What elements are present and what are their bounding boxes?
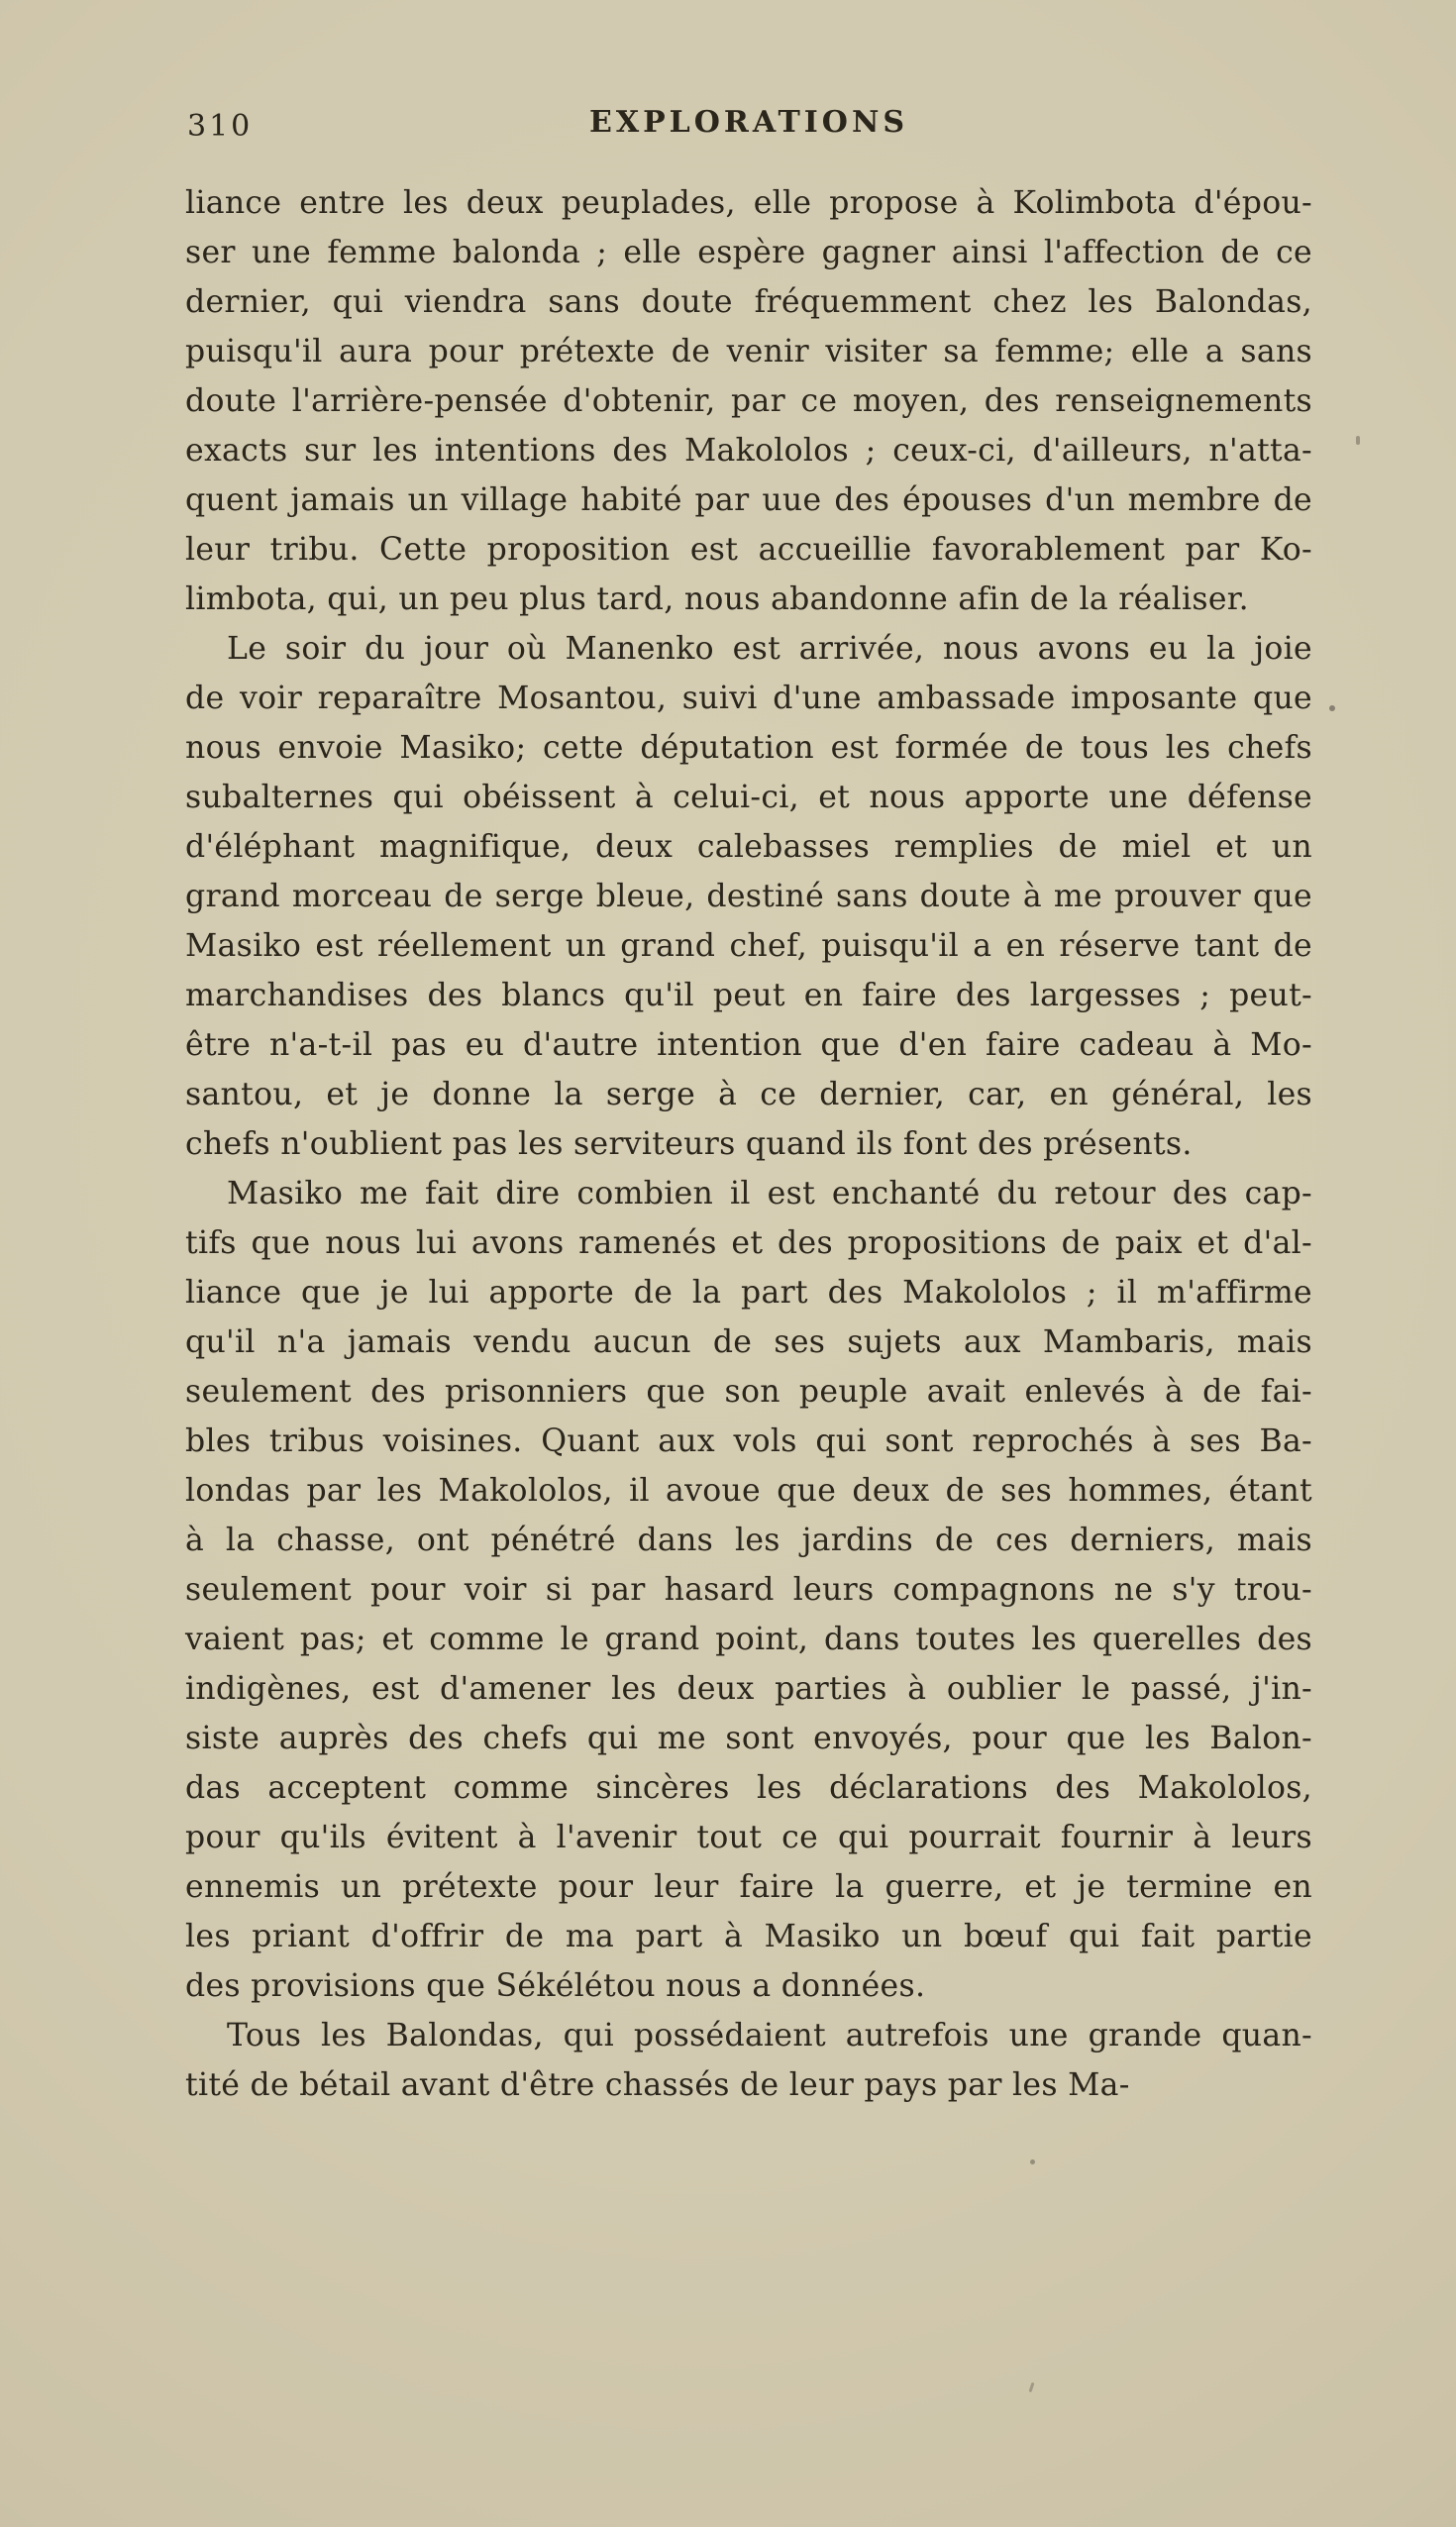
text-line: vaient pas; et comme le grand point, dans toutes les querelles des — [185, 1622, 1312, 1657]
text-line: ennemis un prétexte pour leur faire la guerre, et je termine en — [185, 1869, 1312, 1905]
text-line: liance entre les deux peuplades, elle propose à Kolimbota d'épou- — [185, 185, 1312, 221]
text-line: qu'il n'a jamais vendu aucun de ses sujets aux Mambaris, mais — [185, 1324, 1312, 1360]
text-line: santou, et je donne la serge à ce dernier, car, en général, les — [185, 1077, 1312, 1112]
text-line: nous envoie Masiko; cette députation est formée de tous les chefs — [185, 730, 1312, 766]
text-line: seulement pour voir si par hasard leurs compagnons ne s'y trou- — [185, 1572, 1312, 1608]
text-line: doute l'arrière-pensée d'obtenir, par ce moyen, des renseignements — [185, 383, 1312, 419]
paragraph — [185, 2011, 1312, 2110]
text-line: Tous les Balondas, qui possédaient autrefois une grande quan- — [227, 2018, 1312, 2053]
text-line: Masiko me fait dire combien il est enchanté du retour des cap- — [227, 1176, 1312, 1211]
paragraph — [185, 624, 1312, 1169]
page-header — [185, 105, 1312, 151]
text-line: dernier, qui viendra sans doute fréquemment chez les Balondas, — [185, 284, 1312, 320]
text-line: d'éléphant magnifique, deux calebasses remplies de miel et un — [185, 829, 1312, 865]
text-line: des provisions que Sékélétou nous a données. — [185, 1968, 926, 2004]
text-line: marchandises des blancs qu'il peut en faire des largesses ; peut- — [185, 978, 1312, 1013]
paragraph — [185, 178, 1312, 624]
text-line: bles tribus voisines. Quant aux vols qui sont reprochés à ses Ba- — [185, 1423, 1312, 1459]
text-line: chefs n'oublient pas les serviteurs quand ils font des présents. — [185, 1126, 1193, 1162]
text-line: Masiko est réellement un grand chef, puisqu'il a en réserve tant de — [185, 928, 1312, 964]
text-line: siste auprès des chefs qui me sont envoyés, pour que les Balon- — [185, 1721, 1312, 1756]
text-line: limbota, qui, un peu plus tard, nous abandonne afin de la réaliser. — [185, 581, 1249, 617]
text-line: quent jamais un village habité par uue des épouses d'un membre de — [185, 482, 1312, 518]
scan-artifact — [1030, 2159, 1035, 2164]
text-line: puisqu'il aura pour prétexte de venir visiter sa femme; elle a sans — [185, 334, 1312, 369]
text-line: de voir reparaître Mosantou, suivi d'une ambassade imposante que — [185, 681, 1312, 716]
text-line: ser une femme balonda ; elle espère gagner ainsi l'affection de ce — [185, 235, 1312, 270]
text-line: seulement des prisonniers que son peuple avait enlevés à de fai- — [185, 1374, 1312, 1410]
text-line: liance que je lui apporte de la part des Makololos ; il m'affirme — [185, 1275, 1312, 1311]
text-line: indigènes, est d'amener les deux parties à oublier le passé, j'in- — [185, 1671, 1312, 1707]
text-line: pour qu'ils évitent à l'avenir tout ce qui pourrait fournir à leurs — [185, 1820, 1312, 1855]
text-line: subalternes qui obéissent à celui-ci, et nous apporte une défense — [185, 780, 1312, 815]
text-line: das acceptent comme sincères les déclarations des Makololos, — [185, 1770, 1312, 1806]
text-line: à la chasse, ont pénétré dans les jardins de ces derniers, mais — [185, 1523, 1312, 1558]
scan-artifact — [1029, 2382, 1035, 2392]
text-line: exacts sur les intentions des Makololos ; ceux-ci, d'ailleurs, n'atta- — [185, 433, 1312, 469]
text-line: Le soir du jour où Manenko est arrivée, nous avons eu la joie — [227, 631, 1312, 667]
page-number: 310 — [187, 109, 254, 144]
text-line: tité de bétail avant d'être chassés de leur pays par les Ma- — [185, 2067, 1130, 2103]
scan-artifact — [1356, 436, 1360, 445]
text-line: être n'a-t-il pas eu d'autre intention que d'en faire cadeau à Mo- — [185, 1027, 1312, 1063]
running-title: EXPLORATIONS — [588, 105, 909, 140]
page-body — [185, 178, 1312, 2110]
text-line: grand morceau de serge bleue, destiné sans doute à me prouver que — [185, 879, 1312, 914]
text-line: leur tribu. Cette proposition est accueillie favorablement par Ko- — [185, 532, 1312, 568]
text-line: londas par les Makololos, il avoue que deux de ses hommes, étant — [185, 1473, 1312, 1509]
text-line: les priant d'offrir de ma part à Masiko un bœuf qui fait partie — [185, 1919, 1312, 1954]
paragraph — [185, 1169, 1312, 2011]
scan-artifact — [1329, 705, 1335, 711]
text-line: tifs que nous lui avons ramenés et des propositions de paix et d'al- — [185, 1225, 1312, 1261]
